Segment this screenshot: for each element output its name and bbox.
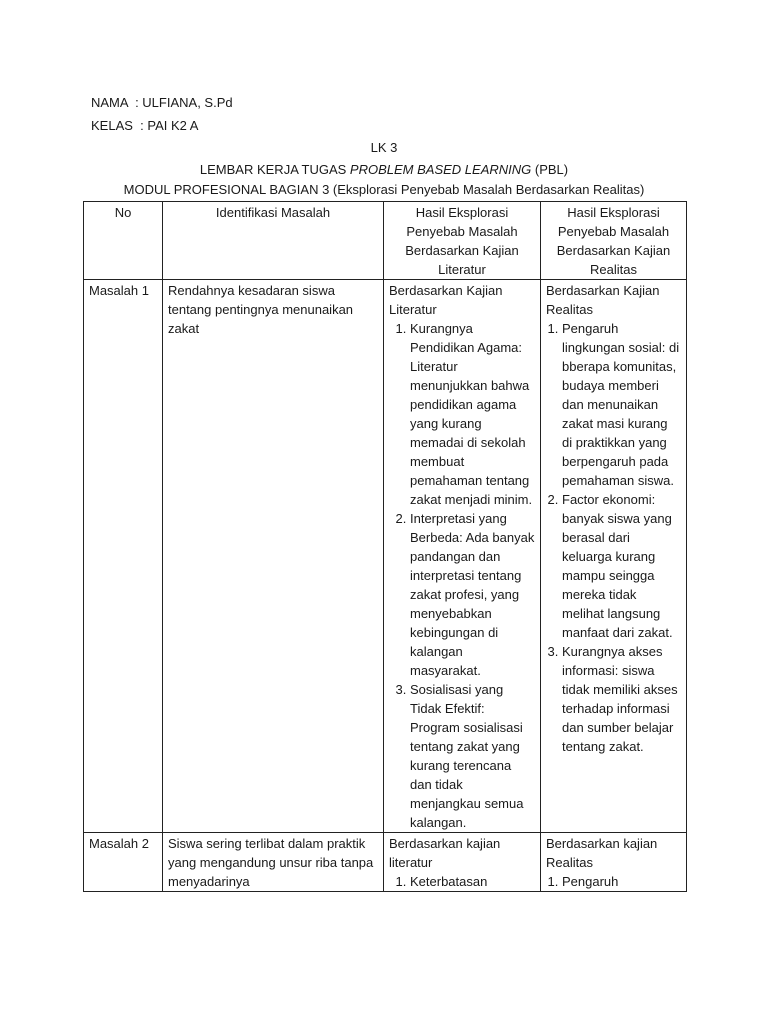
literatur-lead: Berdasarkan Kajian Literatur [389,283,503,317]
realitas-list [546,872,681,891]
title-prefix: LEMBAR KERJA TUGAS [199,162,350,177]
row-realitas [541,280,687,833]
list-item: 3. Kurangnya akses informasi: siswa tidak memiliki akses terhadap informasi dan sumber belajar tentang zakat. [562,642,681,756]
header-identifikasi: Identifikasi Masalah [163,202,384,280]
list-item: 1. Pengaruh lingkungan sosial: di bberapa komunitas, budaya memberi dan menunaikan zakat masi kurang di praktikkan yang berpengaruh pada pemahaman siswa. [562,319,681,490]
title-italic: PROBLEM BASED LEARNING [349,162,532,177]
student-class: KELAS : PAI K2 A [91,118,199,133]
table-row [84,833,687,892]
table-header-row [84,202,687,280]
student-name: NAMA : ULFIANA, S.Pd [91,95,233,110]
realitas-lead: Berdasarkan Kajian Realitas [546,283,660,317]
list-item: 1. Keterbatasan [410,872,535,891]
row-realitas [541,833,687,892]
header-no: No [84,202,163,280]
list-item: 3. Sosialisasi yang Tidak Efektif: Program sosialisasi tentang zakat yang kurang terencana dan tidak menjangkau semua kalangan. [410,680,535,832]
row-masalah: Siswa sering terlibat dalam praktik yang mengandung unsur riba tanpa menyadarinya [163,833,384,892]
row-no: Masalah 2 [84,833,163,892]
list-item: 2. Factor ekonomi: banyak siswa yang berasal dari keluarga kurang mampu seingga mereka tidak melihat langsung manfaat dari zakat. [562,490,681,642]
realitas-lead: Berdasarkan kajian Realitas [546,836,658,870]
list-item: 2. Interpretasi yang Berbeda: Ada banyak pandangan dan interpretasi tentang zakat profesi, yang menyebabkan kebingungan di kalangan masyarakat. [410,509,535,680]
problem-table [83,201,687,892]
header-realitas: Hasil Eksplorasi Penyebab Masalah Berdasarkan Kajian Realitas [541,202,687,280]
row-no: Masalah 1 [84,280,163,833]
row-literatur [384,280,541,833]
worksheet-number: LK 3 [370,140,398,155]
header-literatur: Hasil Eksplorasi Penyebab Masalah Berdasarkan Kajian Literatur [384,202,541,280]
realitas-list [546,319,681,756]
row-literatur [384,833,541,892]
row-masalah: Rendahnya kesadaran siswa tentang pentingnya menunaikan zakat [163,280,384,833]
module-title: MODUL PROFESIONAL BAGIAN 3 (Eksplorasi Penyebab Masalah Berdasarkan Realitas) [123,182,645,197]
title-suffix: (PBL) [531,162,569,177]
literatur-list [389,319,535,832]
literatur-lead: Berdasarkan kajian literatur [389,836,501,870]
literatur-list [389,872,535,891]
table-row [84,280,687,833]
list-item: 1. Pengaruh [562,872,681,891]
list-item: 1. Kurangnya Pendidikan Agama: Literatur menunjukkan bahwa pendidikan agama yang kurang memadai di sekolah membuat pemahaman tentang zakat menjadi minim. [410,319,535,509]
worksheet-title [0,160,768,179]
